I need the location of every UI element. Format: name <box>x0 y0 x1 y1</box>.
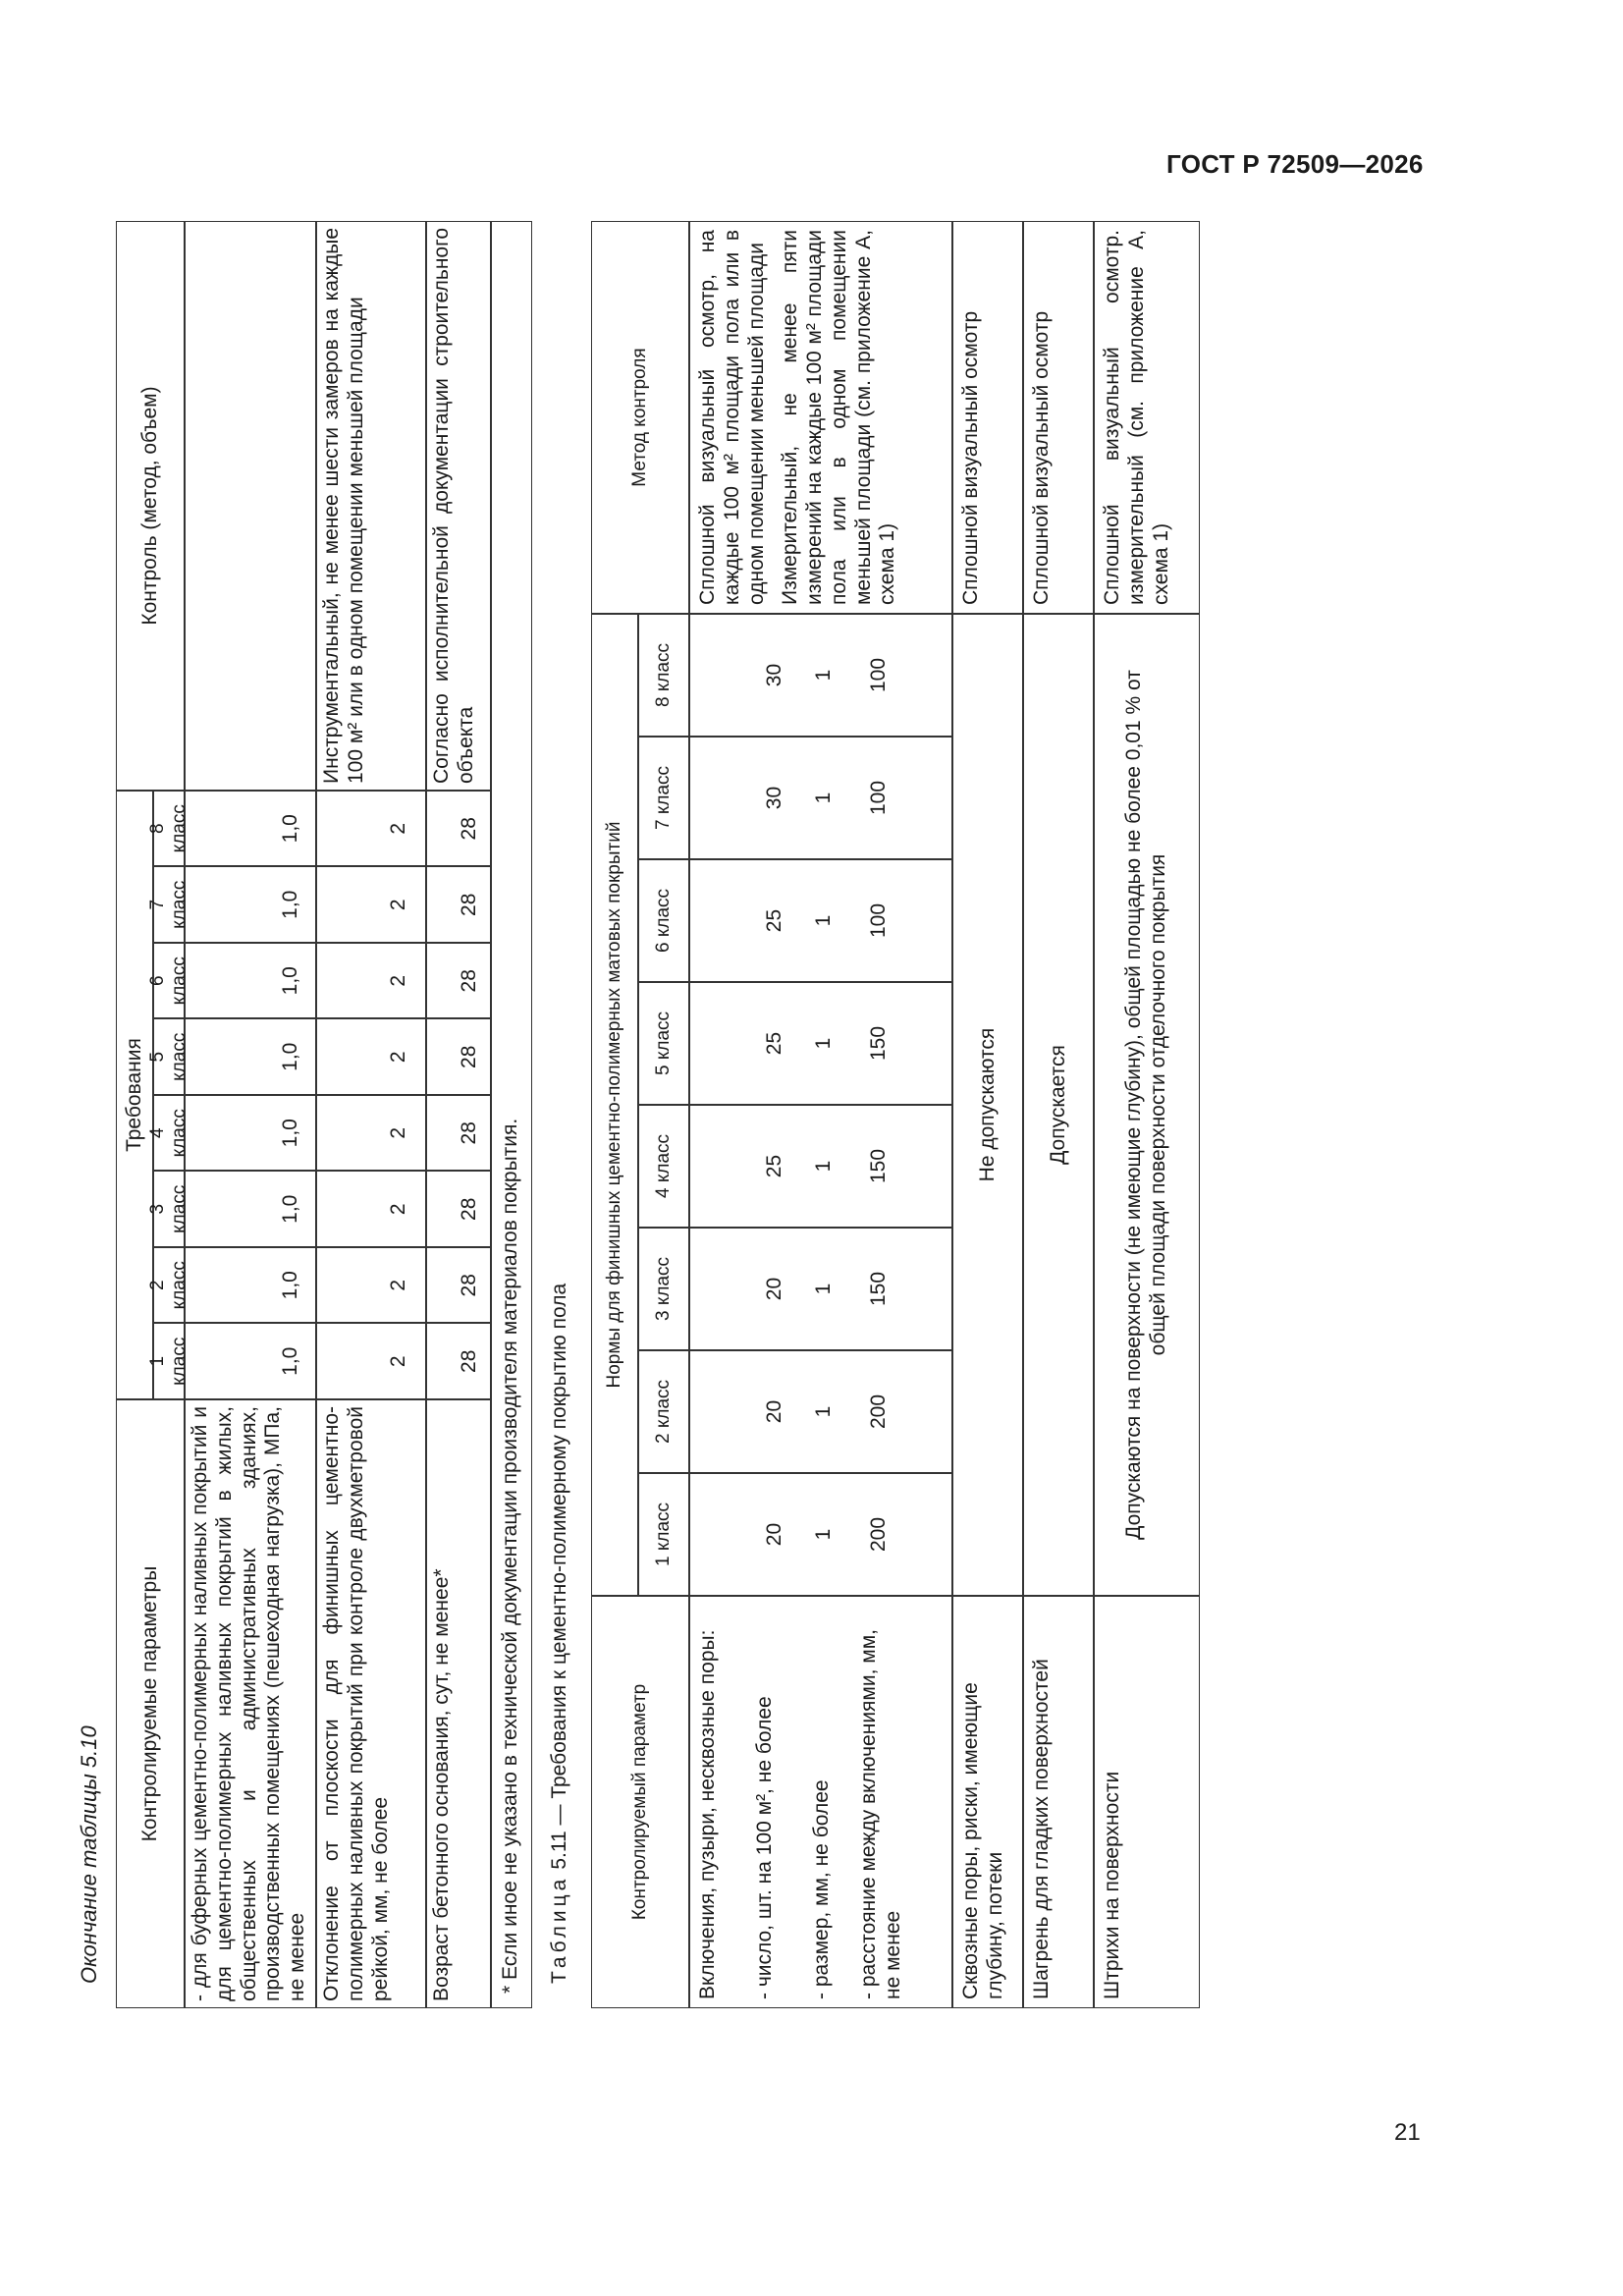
t511-row3-norm: Допускается <box>1023 614 1094 1596</box>
t511-row2-param: Сквозные поры, риски, имеющие глубину, потеки <box>952 1596 1023 2008</box>
t510-row3-control: Согласно исполнительной документации строительного объекта <box>426 221 491 791</box>
t511-col2 <box>689 1350 952 1473</box>
t511-col5 <box>689 982 952 1105</box>
t511-class-6: 6 класс <box>638 859 689 982</box>
t510-row2-v4: 2 <box>316 1095 426 1172</box>
t511-row1-sub1: - число, шт. на 100 м², не более <box>753 1696 776 1999</box>
t511-class-2: 2 класс <box>638 1350 689 1473</box>
t511-row4-param: Штрихи на поверхности <box>1094 1596 1200 2008</box>
t510-row3-v3: 28 <box>426 1172 491 1248</box>
t511-v-dist-7: 100 <box>866 780 890 816</box>
t510-row1-v3: 1,0 <box>185 1172 316 1248</box>
t511-v-num-1: 20 <box>762 1522 785 1547</box>
t510-row3-v5: 28 <box>426 1019 491 1096</box>
document-header: ГОСТ Р 72509—2026 <box>1166 149 1424 179</box>
t511-v-size-1: 1 <box>811 1528 835 1541</box>
t510-row1-v6: 1,0 <box>185 943 316 1019</box>
t510-row2-v7: 2 <box>316 867 426 944</box>
t511-head-param: Контролируемый параметр <box>591 1596 689 2008</box>
t511-row1-sub3: - расстояние между включениями, мм, не менее <box>857 1629 904 1999</box>
t511-v-size-4: 1 <box>811 1160 835 1173</box>
t511-row3-method: Сплошной визуальный осмотр <box>1023 221 1094 614</box>
t510-class-7: 7 класс <box>153 867 185 944</box>
t511-class-3: 3 класс <box>638 1228 689 1350</box>
t511-row1-head: Включения, пузыри, несквозные поры: <box>696 1629 719 1999</box>
t511-class-7: 7 класс <box>638 737 689 859</box>
t511-col6 <box>689 859 952 982</box>
t510-class-6: 6 класс <box>153 943 185 1019</box>
t511-row3-param: Шагрень для гладких поверхностей <box>1023 1596 1094 2008</box>
t510-row1-v4: 1,0 <box>185 1095 316 1172</box>
t511-v-size-5: 1 <box>811 1037 835 1050</box>
t510-class-8: 8 класс <box>153 791 185 867</box>
t510-row2-v1: 2 <box>316 1324 426 1400</box>
t511-row4-norm: Допускаются на поверхности (не имеющие глубину), общей площадью не более 0,01 % от общей площади поверхности отделочного покрытия <box>1094 614 1200 1596</box>
t511-col3 <box>689 1228 952 1350</box>
t511-v-num-7: 30 <box>762 786 785 810</box>
t511-row1-method-visual: Сплошной визуальный осмотр, на каждые 100 м² площади пола или в одном помещении меньшей площади <box>696 230 768 605</box>
t511-v-dist-1: 200 <box>866 1516 890 1553</box>
t511-v-num-5: 25 <box>762 1031 785 1056</box>
t510-row1-v1: 1,0 <box>185 1324 316 1400</box>
t510-row1-v5: 1,0 <box>185 1019 316 1096</box>
t510-row2-v5: 2 <box>316 1019 426 1096</box>
t510-class-5: 5 класс <box>153 1019 185 1096</box>
table-511-caption-text: 5.11 — Требования к цементно-полимерному покрытию пола <box>548 1283 570 1870</box>
t511-row1-method <box>689 221 952 614</box>
t510-row1-v2: 1,0 <box>185 1247 316 1324</box>
t511-class-5: 5 класс <box>638 982 689 1105</box>
t511-v-size-7: 1 <box>811 792 835 804</box>
t511-v-dist-4: 150 <box>866 1148 890 1184</box>
t510-row2-param: Отклонение от плоскости для финишных цементно-полимерных наливных покрытий при контроле двухметровой рейкой, мм, не более <box>316 1399 426 2008</box>
t510-row3-v4: 28 <box>426 1095 491 1172</box>
table-511-caption <box>548 1284 571 1984</box>
t511-col7 <box>689 737 952 859</box>
t510-head-control: Контроль (метод, объем) <box>116 221 185 791</box>
t511-v-dist-8: 100 <box>866 657 890 693</box>
t511-row2-norm: Не допускаются <box>952 614 1023 1596</box>
page-number: 21 <box>1394 2119 1421 2146</box>
t511-v-num-2: 20 <box>762 1399 785 1424</box>
t510-row3-v7: 28 <box>426 867 491 944</box>
t510-class-2: 2 класс <box>153 1247 185 1324</box>
t510-class-4: 4 класс <box>153 1095 185 1172</box>
t511-v-size-6: 1 <box>811 914 835 927</box>
t510-row1-control <box>185 221 316 791</box>
t511-col4 <box>689 1105 952 1228</box>
t511-v-size-8: 1 <box>811 669 835 682</box>
t511-v-dist-6: 100 <box>866 902 890 939</box>
t511-col1 <box>689 1473 952 1596</box>
t511-v-dist-2: 200 <box>866 1394 890 1430</box>
t511-v-dist-5: 150 <box>866 1025 890 1062</box>
t511-class-8: 8 класс <box>638 614 689 737</box>
t511-class-1: 1 класс <box>638 1473 689 1596</box>
t510-footnote: * Если иное не указано в технической документации производителя материалов покрытия. <box>491 221 532 2008</box>
t511-v-num-3: 20 <box>762 1277 785 1301</box>
t511-head-method: Метод контроля <box>591 221 689 614</box>
t510-row2-control: Инструментальный, не менее шести замеров на каждые 100 м² или в одном помещении меньшей площади <box>316 221 426 791</box>
t510-row2-v2: 2 <box>316 1247 426 1324</box>
t510-class-3: 3 класс <box>153 1172 185 1248</box>
t511-row4-method: Сплошной визуальный осмотр. измерительный (см. приложение А, схема 1) <box>1094 221 1200 614</box>
t510-class-1: 1 класс <box>153 1324 185 1400</box>
t511-class-4: 4 класс <box>638 1105 689 1228</box>
t510-row3-v6: 28 <box>426 943 491 1019</box>
t511-row1-sub2: - размер, мм, не более <box>810 1779 833 1999</box>
t510-row2-v6: 2 <box>316 943 426 1019</box>
table-511-caption-prefix: Таблица <box>548 1875 570 1984</box>
t510-row3-v2: 28 <box>426 1247 491 1324</box>
t511-row1-param <box>689 1596 952 2008</box>
t511-v-num-4: 25 <box>762 1154 785 1178</box>
t511-head-norms: Нормы для финишных цементно-полимерных матовых покрытий <box>591 614 638 1596</box>
t510-row1-v8: 1,0 <box>185 791 316 867</box>
t510-head-requirements: Требования <box>116 791 153 1399</box>
t511-v-num-8: 30 <box>762 663 785 687</box>
t510-row3-param: Возраст бетонного основания, сут, не менее* <box>426 1399 491 2008</box>
table-510-caption: Окончание таблицы 5.10 <box>77 1725 101 1984</box>
t511-row2-method: Сплошной визуальный осмотр <box>952 221 1023 614</box>
t511-v-dist-3: 150 <box>866 1271 890 1307</box>
t510-row2-v3: 2 <box>316 1172 426 1248</box>
t510-row1-param: - для буферных цементно-полимерных наливных покрытий и для цементно-полимерных наливных покрытий в жилых, общественных и административных зданиях, производственных помещениях (пешеходная нагрузка), МПа, не менее <box>185 1399 316 2008</box>
t511-row1-method-measure: Измерительный, не менее пяти измерений на каждые 100 м² площади пола или в одном помещении меньшей площади (см. приложение А, схема 1) <box>779 230 899 605</box>
t511-col8 <box>689 614 952 737</box>
t510-head-params: Контролируемые параметры <box>116 1399 185 2008</box>
t510-row3-v8: 28 <box>426 791 491 867</box>
t510-row2-v8: 2 <box>316 791 426 867</box>
rotated-content <box>69 221 1404 2008</box>
t511-v-num-6: 25 <box>762 908 785 933</box>
t510-row3-v1: 28 <box>426 1324 491 1400</box>
t511-v-size-3: 1 <box>811 1283 835 1295</box>
t511-v-size-2: 1 <box>811 1405 835 1418</box>
t510-row1-v7: 1,0 <box>185 867 316 944</box>
